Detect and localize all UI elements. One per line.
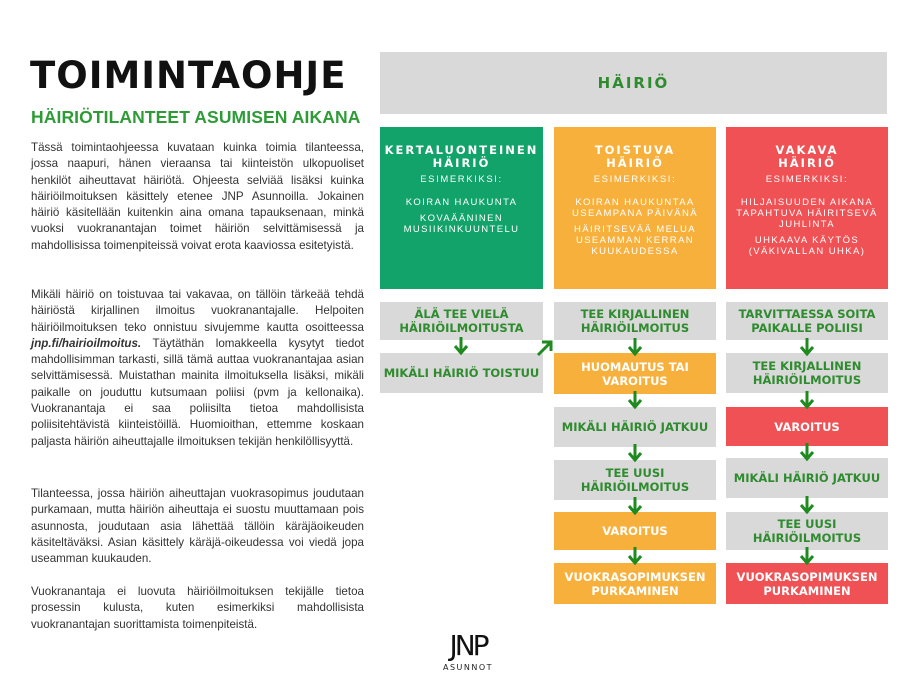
category-title: VAKAVA (775, 143, 839, 157)
category-title: TOISTUVA (594, 143, 676, 157)
flow-step: TEE UUSI HÄIRIÖILMOITUS (726, 512, 888, 550)
category-title: HÄIRIÖ (606, 156, 664, 170)
logo-text: ASUNNOT (442, 663, 494, 672)
examples-label: ESIMERKIKSI: (765, 174, 849, 185)
example-item: KOVAÄÄNINEN MUSIIKINKUUNTELU (403, 213, 520, 235)
category-one-time (380, 127, 543, 289)
report-paragraph (31, 287, 364, 450)
report-text-2: Täytäthän lomakkeella kysytyt tiedot mahdollisimman tarkasti, sillä tämä auttaa vuokranantajaa asian selvittämisessä. Muistathan mainita ilmoituksella lisäksi, mikäli paikalle on jouduttu kutsumaan poliisi (pvm ja kellonaika). Vuokranantaja ei saa poliisilta tietoa mahdollisista poliisitehtävistä kiinteistöillä. Huomioithan, ettemme koskaan paljasta häiriön aiheuttajalle ilmoituksen tekijän henkilöllisyyttä. (31, 336, 364, 448)
flow-step: HUOMAUTUS TAI VAROITUS (554, 353, 716, 394)
flow-step: VUOKRASOPIMUKSEN PURKAMINEN (554, 563, 716, 604)
example-item: KOIRAN HAUKUNTAA USEAMPANA PÄIVÄNÄ (571, 197, 699, 219)
flow-step: MIKÄLI HÄIRIÖ TOISTUU (380, 353, 543, 393)
page-title: TOIMINTAOHJE (30, 54, 347, 97)
logo-mark: JNP (449, 629, 487, 662)
flow-step: VUOKRASOPIMUKSEN PURKAMINEN (726, 563, 888, 604)
flow-step: TEE KIRJALLINEN HÄIRIÖILMOITUS (726, 353, 888, 393)
arrow-down-icon (628, 444, 642, 462)
arrow-down-icon (454, 337, 468, 355)
jnp-logo (436, 629, 500, 678)
examples-label: ESIMERKIKSI: (593, 174, 677, 185)
diagram-header-label: HÄIRIÖ (597, 74, 670, 92)
report-text-1: Mikäli häiriö on toistuvaa tai vakavaa, on tällöin tärkeää tehdä häiriöstä kirjallinen ilmoitus vuokranantajalle. Helpoiten häiriöilmoituksen teko onnistuu sivujemme kautta osoitteessa (31, 288, 364, 334)
category-title: HÄIRIÖ (778, 156, 836, 170)
flow-step: TARVITTAESSA SOITA PAIKALLE POLIISI (726, 302, 888, 340)
arrow-down-icon (800, 547, 814, 565)
flow-step: VAROITUS (554, 512, 716, 550)
category-serious (726, 127, 888, 289)
arrow-down-icon (800, 443, 814, 461)
arrow-down-icon (628, 547, 642, 565)
arrow-down-icon (628, 391, 642, 409)
flow-step: MIKÄLI HÄIRIÖ JATKUU (554, 407, 716, 447)
flow-step: TEE KIRJALLINEN HÄIRIÖILMOITUS (554, 302, 716, 340)
intro-paragraph: Tässä toimintaohjeessa kuvataan kuinka toimia tilanteessa, jossa naapuri, hänen vieraansa tai kiinteistön ulkopuoliset henkilöt aiheuttavat häiriötä. Ohjeesta selviää lisäksi kuinka häiriöilmoituksen käsittely etenee JNP Asunnoilla. Jokainen häiriö käsitellään kuitenkin aina omana tapauksenaan, minkä vuoksi vuokranantajan toimet häiriön selvittämisessä ja mahdollisissa toimenpiteissä voivat erota kaaviossa esitetyistä. (31, 141, 364, 252)
arrow-down-icon (628, 338, 642, 356)
privacy-paragraph: Vuokranantaja ei luovuta häiriöilmoituksen tekijälle tietoa prosessin kulusta, kuten esimerkiksi mahdollisista vuokranantajan suorittamista toimenpiteistä. (31, 585, 364, 631)
court-paragraph: Tilanteessa, jossa häiriön aiheuttajan vuokrasopimus joudutaan purkamaan, mutta häiriön aiheuttaja ei suostu muuttamaan pois asunnosta, joudutaan asia lähettää tällöin käräjäoikeuden käsiteltäväksi. Asian käsittely käräjä-oikeudessa voi viedä jopa useamman kuukauden. (31, 487, 364, 566)
diagram-header (380, 52, 887, 114)
arrow-down-icon (628, 497, 642, 515)
example-item: HILJAISUUDEN AIKANA TAPAHTUVA HÄIRITSEVÄ JUHLINTA (736, 197, 878, 230)
category-title: HÄIRIÖ (432, 156, 491, 170)
arrow-down-icon (800, 338, 814, 356)
arrow-down-icon (800, 391, 814, 409)
report-link[interactable]: jnp.fi/hairioilmoitus. (31, 336, 142, 350)
examples-label: ESIMERKIKSI: (420, 174, 503, 185)
example-item: UHKAAVA KÄYTÖS (VÄKIVALLAN UHKA) (748, 235, 866, 257)
flow-step: MIKÄLI HÄIRIÖ JATKUU (726, 458, 888, 498)
arrow-down-icon (800, 496, 814, 514)
flow-step: TEE UUSI HÄIRIÖILMOITUS (554, 460, 716, 500)
flow-step: VAROITUS (726, 407, 888, 446)
page-subtitle: HÄIRIÖTILANTEET ASUMISEN AIKANA (31, 107, 361, 127)
flow-step: ÄLÄ TEE VIELÄ HÄIRIÖILMOITUSTA (380, 302, 543, 340)
example-item: KOIRAN HAUKUNTA (405, 197, 518, 208)
arrow-up-right-icon (536, 339, 554, 357)
example-item: HÄIRITSEVÄÄ MELUA USEAMMAN KERRAN KUUKAUDESSA (574, 224, 696, 257)
category-recurring (554, 127, 716, 289)
category-title: KERTALUONTEINEN (384, 143, 539, 157)
